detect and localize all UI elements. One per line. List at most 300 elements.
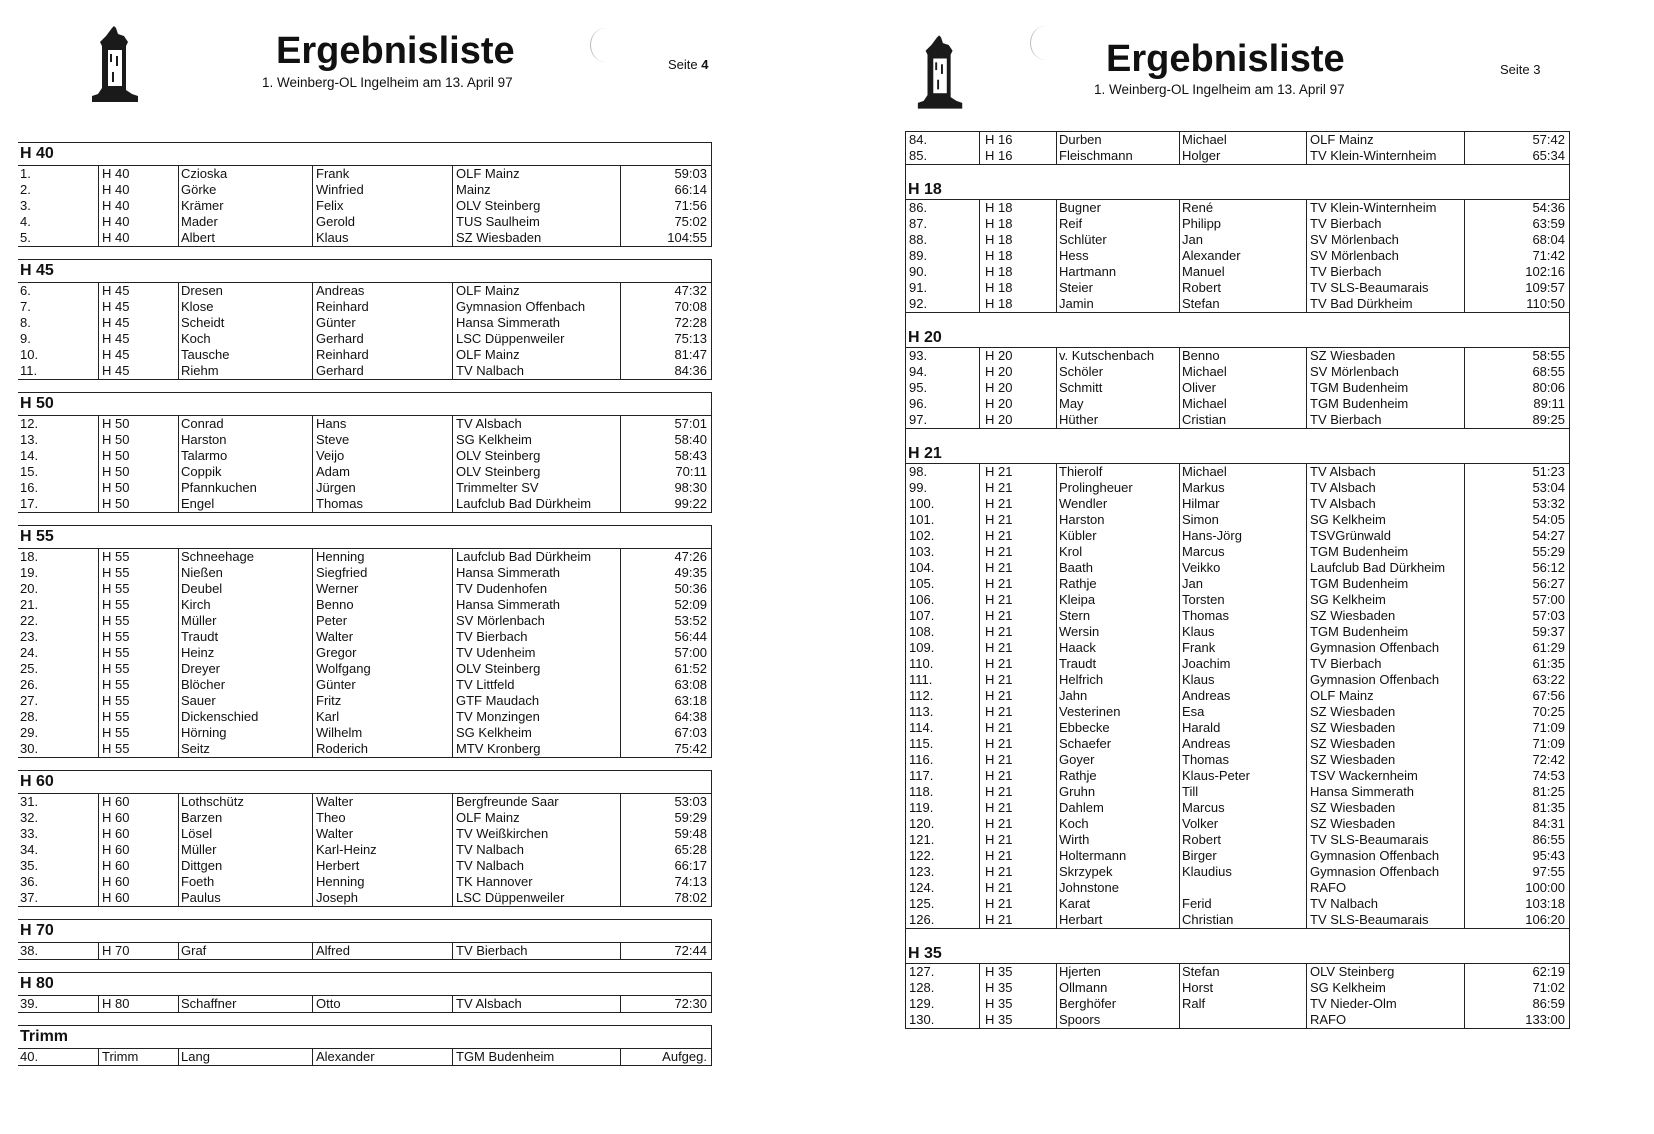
last-name: Skrzypek: [1059, 864, 1113, 879]
rank: 109.: [909, 640, 935, 655]
club: TV Bierbach: [456, 943, 528, 958]
rank: 105.: [909, 576, 935, 591]
class: H 20: [985, 348, 1013, 363]
section-heading: H 21: [908, 445, 942, 462]
result-row: [906, 280, 1569, 296]
class: H 21: [985, 688, 1013, 703]
class: H 50: [102, 416, 130, 431]
rank: 112.: [909, 688, 934, 703]
result-row: [18, 629, 711, 645]
first-name: Steve: [316, 432, 350, 447]
club: SV Mörlenbach: [1310, 232, 1399, 247]
first-name: Benno: [316, 597, 354, 612]
time: 53:03: [674, 794, 707, 809]
time: 71:02: [1532, 980, 1565, 995]
class: H 20: [985, 412, 1013, 427]
class: H 16: [985, 132, 1013, 147]
rank: 93.: [909, 348, 928, 363]
rank: 32.: [20, 810, 39, 825]
club: TGM Budenheim: [1310, 624, 1409, 639]
time: 67:56: [1532, 688, 1565, 703]
first-name: Roderich: [316, 741, 369, 756]
class: H 55: [102, 581, 130, 596]
class: H 50: [102, 432, 130, 447]
page-number: 4: [701, 57, 709, 72]
last-name: Vesterinen: [1059, 704, 1121, 719]
result-row: [906, 216, 1569, 232]
class: H 35: [985, 996, 1013, 1011]
rank: 28.: [20, 709, 39, 724]
result-row: [18, 448, 711, 464]
section-rows: [18, 548, 712, 758]
result-row: [18, 1049, 711, 1065]
class: H 45: [102, 283, 130, 298]
time: 89:25: [1532, 412, 1565, 427]
time: 59:37: [1532, 624, 1565, 639]
rank: 38.: [20, 943, 39, 958]
club: SG Kelkheim: [1310, 592, 1386, 607]
first-name: Horst: [1182, 980, 1214, 995]
result-row: [906, 656, 1569, 672]
results-table-left: [18, 142, 712, 1066]
rank: 114.: [909, 720, 934, 735]
result-row: [906, 1012, 1569, 1028]
club: Mainz: [456, 182, 491, 197]
result-row: [906, 800, 1569, 816]
time: 95:43: [1532, 848, 1565, 863]
result-row: [906, 464, 1569, 480]
time: 74:13: [674, 874, 707, 889]
class: H 60: [102, 858, 130, 873]
first-name: Manuel: [1182, 264, 1225, 279]
class: H 40: [102, 214, 130, 229]
result-row: [906, 996, 1569, 1012]
rank: 16.: [20, 480, 39, 495]
time: 54:27: [1532, 528, 1565, 543]
rank: 15.: [20, 464, 39, 479]
class: H 21: [985, 624, 1013, 639]
last-name: Tausche: [181, 347, 230, 362]
club: SZ Wiesbaden: [1310, 816, 1396, 831]
rank: 101.: [909, 512, 935, 527]
section-heading: H 60: [18, 770, 712, 793]
rank: 86.: [909, 200, 928, 215]
first-name: Robert: [1182, 280, 1222, 295]
first-name: René: [1182, 200, 1214, 215]
last-name: Heinz: [181, 645, 215, 660]
time: 72:30: [674, 996, 707, 1011]
first-name: Herbert: [316, 858, 360, 873]
first-name: Werner: [316, 581, 359, 596]
time: 103:18: [1525, 896, 1565, 911]
rank: 5.: [20, 230, 31, 245]
class: H 55: [102, 629, 130, 644]
result-row: [906, 816, 1569, 832]
last-name: Hess: [1059, 248, 1089, 263]
result-row: [18, 230, 711, 246]
rank: 84.: [909, 132, 928, 147]
first-name: Michael: [1182, 396, 1227, 411]
rank: 8.: [20, 315, 31, 330]
club: Bergfreunde Saar: [456, 794, 559, 809]
first-name: Otto: [316, 996, 341, 1011]
time: 97:55: [1532, 864, 1565, 879]
result-row: [18, 858, 711, 874]
first-name: Joseph: [316, 890, 358, 905]
rank: 123.: [909, 864, 935, 879]
last-name: Gruhn: [1059, 784, 1096, 799]
first-name: Adam: [316, 464, 350, 479]
club: Hansa Simmerath: [1310, 784, 1415, 799]
rank: 127.: [909, 964, 935, 979]
result-section: [18, 1025, 712, 1066]
club: TV Nalbach: [456, 842, 524, 857]
club: TV Weißkirchen: [456, 826, 549, 841]
section-heading: H 80: [18, 972, 712, 995]
time: 78:02: [674, 890, 707, 905]
result-row: [906, 380, 1569, 396]
first-name: Oliver: [1182, 380, 1216, 395]
last-name: Helfrich: [1059, 672, 1104, 687]
result-row: [906, 720, 1569, 736]
class: H 21: [985, 848, 1013, 863]
result-row: [906, 864, 1569, 880]
rank: 130.: [909, 1012, 935, 1027]
time: 74:53: [1532, 768, 1565, 783]
result-row: [18, 741, 711, 757]
first-name: Andreas: [316, 283, 365, 298]
time: 86:59: [1532, 996, 1565, 1011]
last-name: Foeth: [181, 874, 215, 889]
first-name: Karl-Heinz: [316, 842, 377, 857]
club: TV SLS-Beaumarais: [1310, 280, 1429, 295]
rank: 106.: [909, 592, 935, 607]
time: 75:42: [674, 741, 707, 756]
result-row: [18, 661, 711, 677]
first-name: Harald: [1182, 720, 1221, 735]
result-section: [18, 770, 712, 919]
class: H 45: [102, 315, 130, 330]
last-name: Rathje: [1059, 576, 1097, 591]
last-name: Krol: [1059, 544, 1083, 559]
class: H 55: [102, 741, 130, 756]
result-row: [18, 794, 711, 810]
class: Trimm: [102, 1049, 139, 1064]
section-rows: [906, 347, 1569, 429]
time: 58:40: [674, 432, 707, 447]
first-name: Klaus: [1182, 672, 1215, 687]
first-name: Theo: [316, 810, 346, 825]
rank: 124.: [909, 880, 935, 895]
time: 84:31: [1532, 816, 1565, 831]
rank: 87.: [909, 216, 928, 231]
result-row: [906, 200, 1569, 216]
rank: 3.: [20, 198, 31, 213]
last-name: Baath: [1059, 560, 1093, 575]
first-name: Karl: [316, 709, 340, 724]
page-title: Ergebnisliste: [276, 30, 515, 72]
last-name: Schneehage: [181, 549, 255, 564]
club: OLF Mainz: [1310, 132, 1374, 147]
result-row: [18, 826, 711, 842]
club: SZ Wiesbaden: [1310, 720, 1396, 735]
last-name: Thierolf: [1059, 464, 1103, 479]
rank: 37.: [20, 890, 39, 905]
last-name: Hjerten: [1059, 964, 1101, 979]
last-name: Görke: [181, 182, 217, 197]
result-row: [18, 331, 711, 347]
club: TV SLS-Beaumarais: [1310, 832, 1429, 847]
first-name: Wolfgang: [316, 661, 371, 676]
result-row: [18, 299, 711, 315]
result-row: [18, 677, 711, 693]
time: 47:26: [674, 549, 707, 564]
class: H 55: [102, 549, 130, 564]
last-name: Traudt: [181, 629, 219, 644]
first-name: Marcus: [1182, 544, 1225, 559]
result-row: [906, 248, 1569, 264]
club: TV Alsbach: [456, 416, 522, 431]
first-name: Christian: [1182, 912, 1234, 927]
first-name: Günter: [316, 315, 356, 330]
event-subtitle: 1. Weinberg-OL Ingelheim am 13. April 97: [1094, 82, 1345, 97]
rank: 29.: [20, 725, 39, 740]
last-name: Pfannkuchen: [181, 480, 257, 495]
time: 70:25: [1532, 704, 1565, 719]
class: H 18: [985, 248, 1013, 263]
club: SZ Wiesbaden: [456, 230, 542, 245]
result-row: [18, 182, 711, 198]
last-name: Albert: [181, 230, 215, 245]
rank: 115.: [909, 736, 934, 751]
time: 49:35: [674, 565, 707, 580]
rank: 4.: [20, 214, 31, 229]
club: Trimmelter SV: [456, 480, 539, 495]
last-name: Ebbecke: [1059, 720, 1110, 735]
page-left: [0, 0, 760, 1134]
first-name: Wilhelm: [316, 725, 363, 740]
last-name: Berghöfer: [1059, 996, 1117, 1011]
time: 100:00: [1525, 880, 1565, 895]
club: TV Monzingen: [456, 709, 540, 724]
result-row: [18, 693, 711, 709]
time: 56:12: [1532, 560, 1565, 575]
result-row: [906, 832, 1569, 848]
rank: 103.: [909, 544, 935, 559]
first-name: Robert: [1182, 832, 1222, 847]
class: H 21: [985, 800, 1013, 815]
rank: 104.: [909, 560, 935, 575]
first-name: Michael: [1182, 464, 1227, 479]
class: H 20: [985, 396, 1013, 411]
club: OLF Mainz: [456, 810, 520, 825]
result-row: [906, 480, 1569, 496]
first-name: Jan: [1182, 576, 1203, 591]
class: H 55: [102, 645, 130, 660]
club: TGM Budenheim: [1310, 396, 1409, 411]
result-row: [906, 672, 1569, 688]
time: 71:56: [674, 198, 707, 213]
rank: 111.: [909, 672, 933, 687]
class: H 21: [985, 672, 1013, 687]
club: TV Nieder-Olm: [1310, 996, 1397, 1011]
club: TV Dudenhofen: [456, 581, 548, 596]
rank: 36.: [20, 874, 39, 889]
class: H 21: [985, 864, 1013, 879]
club: OLF Mainz: [1310, 688, 1374, 703]
rank: 118.: [909, 784, 934, 799]
time: 57:00: [674, 645, 707, 660]
result-row: [906, 296, 1569, 312]
club: SZ Wiesbaden: [1310, 800, 1396, 815]
result-row: [906, 512, 1569, 528]
time: 59:03: [674, 166, 707, 181]
last-name: Scheidt: [181, 315, 225, 330]
rank: 40.: [20, 1049, 39, 1064]
class: H 35: [985, 980, 1013, 995]
rank: 6.: [20, 283, 31, 298]
last-name: Holtermann: [1059, 848, 1127, 863]
rank: 10.: [20, 347, 39, 362]
class: H 21: [985, 592, 1013, 607]
section-rows: [18, 793, 712, 907]
result-row: [18, 874, 711, 890]
last-name: Reif: [1059, 216, 1083, 231]
time: 56:44: [674, 629, 707, 644]
last-name: Graf: [181, 943, 207, 958]
result-row: [906, 980, 1569, 996]
club: TK Hannover: [456, 874, 533, 889]
first-name: Volker: [1182, 816, 1219, 831]
club: TSVGrünwald: [1310, 528, 1391, 543]
time: 71:09: [1532, 736, 1565, 751]
result-row: [906, 964, 1569, 980]
last-name: Seitz: [181, 741, 210, 756]
club: RAFO: [1310, 1012, 1347, 1027]
last-name: Schöler: [1059, 364, 1104, 379]
first-name: Birger: [1182, 848, 1217, 863]
page-title: Ergebnisliste: [1106, 38, 1345, 80]
last-name: Traudt: [1059, 656, 1097, 671]
time: 63:18: [674, 693, 707, 708]
time: 106:20: [1525, 912, 1565, 927]
section-heading: H 50: [18, 392, 712, 415]
class: H 21: [985, 640, 1013, 655]
result-row: [18, 496, 711, 512]
result-row: [906, 364, 1569, 380]
rank: 108.: [909, 624, 935, 639]
first-name: Joachim: [1182, 656, 1231, 671]
result-row: [18, 709, 711, 725]
club: SZ Wiesbaden: [1310, 736, 1396, 751]
class: H 21: [985, 720, 1013, 735]
result-section: [18, 259, 712, 392]
last-name: Dickenschied: [181, 709, 259, 724]
club: SZ Wiesbaden: [1310, 348, 1396, 363]
class: H 50: [102, 464, 130, 479]
class: H 45: [102, 331, 130, 346]
first-name: Klaus-Peter: [1182, 768, 1250, 783]
time: 65:28: [674, 842, 707, 857]
result-row: [18, 842, 711, 858]
class: H 21: [985, 880, 1013, 895]
rank: 34.: [20, 842, 39, 857]
last-name: Dittgen: [181, 858, 223, 873]
club: Hansa Simmerath: [456, 315, 561, 330]
result-row: [906, 880, 1569, 896]
first-name: Jan: [1182, 232, 1203, 247]
result-row: [18, 416, 711, 432]
last-name: Lang: [181, 1049, 210, 1064]
result-section: [18, 142, 712, 259]
class: H 55: [102, 725, 130, 740]
time: 61:29: [1532, 640, 1565, 655]
club: TV Bierbach: [1310, 216, 1382, 231]
rank: 126.: [909, 912, 935, 927]
club: TV Bad Dürkheim: [1310, 296, 1413, 311]
rank: 97.: [909, 412, 928, 427]
time: 98:30: [674, 480, 707, 495]
class: H 20: [985, 380, 1013, 395]
result-row: [906, 752, 1569, 768]
club: TV Nalbach: [456, 858, 524, 873]
time: 72:42: [1532, 752, 1565, 767]
result-row: [18, 597, 711, 613]
club: TV Nalbach: [456, 363, 524, 378]
rank: 12.: [20, 416, 39, 431]
last-name: Durben: [1059, 132, 1102, 147]
class: H 21: [985, 528, 1013, 543]
club: OLV Steinberg: [1310, 964, 1395, 979]
first-name: Andreas: [1182, 688, 1231, 703]
result-row: [906, 896, 1569, 912]
rank: 24.: [20, 645, 39, 660]
result-row: [18, 613, 711, 629]
last-name: Mader: [181, 214, 218, 229]
first-name: Holger: [1182, 148, 1221, 163]
last-name: Jahn: [1059, 688, 1088, 703]
first-name: Veikko: [1182, 560, 1221, 575]
section-heading: H 20: [908, 329, 942, 346]
first-name: Veijo: [316, 448, 345, 463]
time: 47:32: [674, 283, 707, 298]
class: H 21: [985, 576, 1013, 591]
page-right: [890, 0, 1654, 1134]
last-name: Sauer: [181, 693, 216, 708]
class: H 50: [102, 448, 130, 463]
last-name: Wirth: [1059, 832, 1090, 847]
page-label: Seite: [668, 57, 698, 72]
first-name: Fritz: [316, 693, 342, 708]
result-row: [906, 576, 1569, 592]
result-row: [18, 996, 711, 1012]
result-row: [906, 768, 1569, 784]
rank: 35.: [20, 858, 39, 873]
class: H 60: [102, 874, 130, 889]
last-name: Haack: [1059, 640, 1096, 655]
result-row: [906, 232, 1569, 248]
club: Hansa Simmerath: [456, 565, 561, 580]
first-name: Felix: [316, 198, 344, 213]
time: 89:11: [1533, 396, 1565, 411]
rank: 25.: [20, 661, 39, 676]
club: SZ Wiesbaden: [1310, 752, 1396, 767]
club: TV Bierbach: [456, 629, 528, 644]
last-name: Goyer: [1059, 752, 1095, 767]
result-row: [18, 432, 711, 448]
club: Gymnasion Offenbach: [1310, 672, 1440, 687]
time: 75:02: [674, 214, 707, 229]
